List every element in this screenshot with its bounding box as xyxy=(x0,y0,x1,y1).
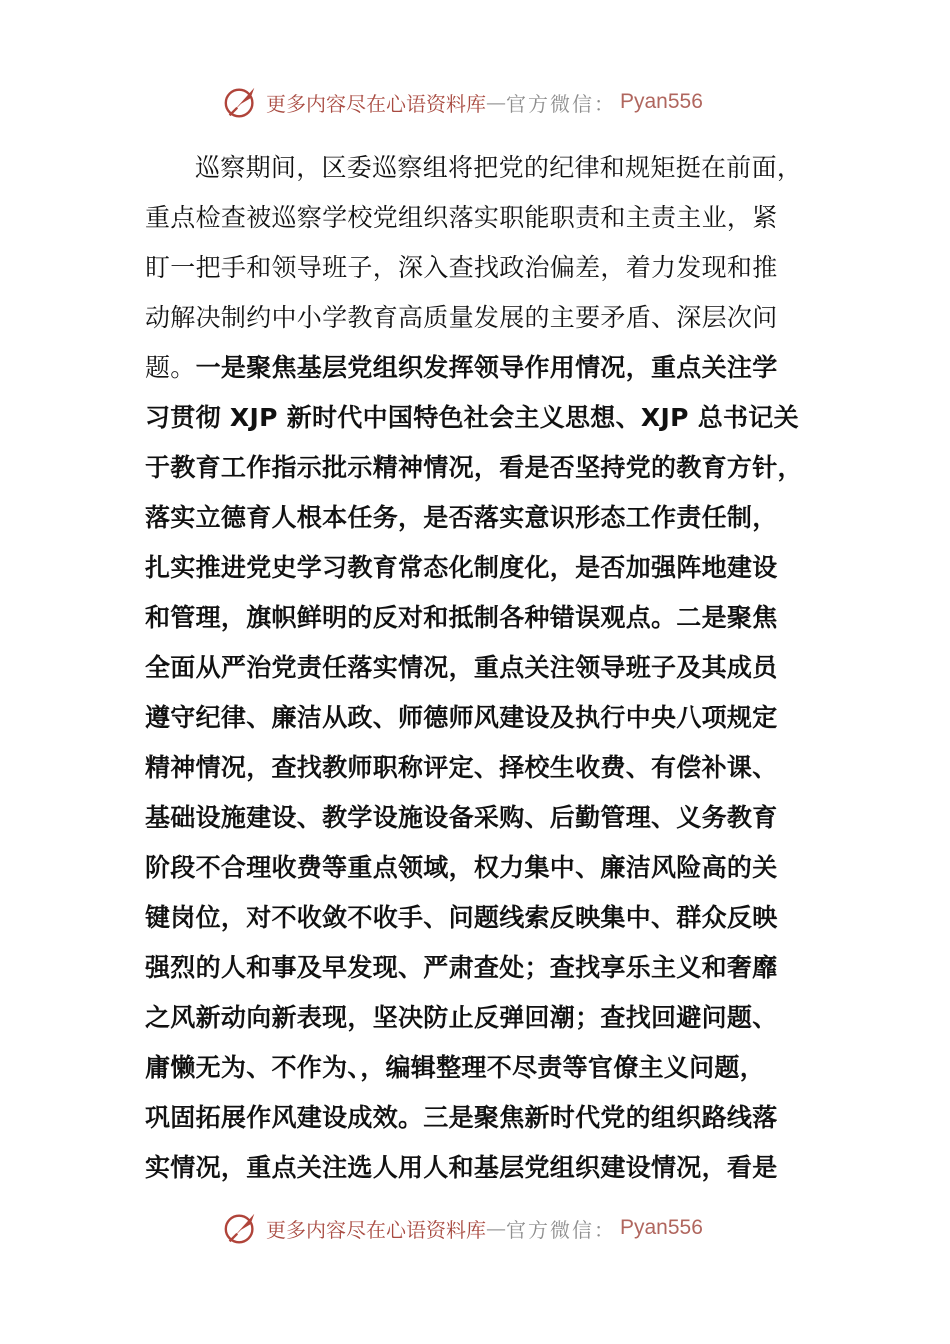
watermark-dash: — xyxy=(486,1216,506,1240)
text-line xyxy=(145,993,813,1043)
bold-text-run: 巩固拓展作风建设成效。三是聚焦新时代党的组织路线落 xyxy=(145,1103,778,1132)
bold-text-run: 于教育工作指示批示精神情况，看是否坚持党的教育方针， xyxy=(145,453,803,482)
text-line xyxy=(145,443,813,493)
text-line xyxy=(145,843,813,893)
bold-text-run: 基础设施建设、教学设施设备采购、后勤管理、义务教育 xyxy=(145,803,778,832)
text-line xyxy=(145,243,813,293)
text-run: 巡察期间，区委巡察组将把党的纪律和规矩挺在前面， xyxy=(195,153,803,182)
text-line xyxy=(145,193,813,243)
bold-text-run: 之风新动向新表现，坚决防止反弹回潮；查找回避问题、 xyxy=(145,1003,778,1032)
text-line xyxy=(145,143,813,193)
text-line xyxy=(145,743,813,793)
bold-text-run: 扎实推进党史学习教育常态化制度化，是否加强阵地建设 xyxy=(145,553,778,582)
text-line xyxy=(145,493,813,543)
bold-text-run: 键岗位，对不收敛不收手、问题线索反映集中、群众反映 xyxy=(145,903,778,932)
bold-text-run: 实情况，重点关注选人用人和基层党组织建设情况，看是 xyxy=(145,1153,778,1182)
text-run: 重点检查被巡察学校党组织落实职能职责和主责主业，紧 xyxy=(145,203,778,232)
quill-logo-icon xyxy=(222,83,260,121)
bold-text-run: 精神情况，查找教师职称评定、择校生收费、有偿补课、 xyxy=(145,753,778,782)
bold-text-run: 落实立德育人根本任务，是否落实意识形态工作责任制， xyxy=(145,503,778,532)
body-paragraph xyxy=(145,143,813,1193)
text-run: 盯一把手和领导班子，深入查找政治偏差，着力发现和推 xyxy=(145,253,778,282)
text-run: 题。 xyxy=(145,353,196,382)
bold-text-run: 习贯彻 XJP 新时代中国特色社会主义思想、XJP 总书记关 xyxy=(145,403,799,432)
watermark-site-text: 更多内容尽在心语资料库 xyxy=(266,91,486,116)
header-watermark xyxy=(222,82,742,122)
bold-text-run: 一是聚焦基层党组织发挥领导作用情况，重点关注学 xyxy=(195,353,778,382)
bold-text-run: 庸懒无为、不作为、，编辑整理不尽责等官僚主义问题， xyxy=(145,1053,766,1082)
watermark-wechat-label: 官方微信： xyxy=(506,91,616,116)
text-line xyxy=(145,943,813,993)
watermark-wechat-id: Pyan556 xyxy=(620,1216,703,1239)
text-line xyxy=(145,543,813,593)
text-line xyxy=(145,1143,813,1193)
text-line xyxy=(145,693,813,743)
text-line xyxy=(145,1043,813,1093)
text-line xyxy=(145,393,813,443)
bold-text-run: 强烈的人和事及早发现、严肃查处；查找享乐主义和奢靡 xyxy=(145,953,778,982)
watermark-wechat-label: 官方微信： xyxy=(506,1217,616,1242)
bold-text-run: 遵守纪律、廉洁从政、师德师风建设及执行中央八项规定 xyxy=(145,703,778,732)
footer-watermark xyxy=(222,1208,742,1248)
text-run: 动解决制约中小学教育高质量发展的主要矛盾、深层次问 xyxy=(145,303,778,332)
bold-text-run: 全面从严治党责任落实情况，重点关注领导班子及其成员 xyxy=(145,653,778,682)
bold-text-run: 和管理，旗帜鲜明的反对和抵制各种错误观点。二是聚焦 xyxy=(145,603,778,632)
watermark-wechat-id: Pyan556 xyxy=(620,90,703,113)
text-line xyxy=(145,643,813,693)
text-line xyxy=(145,343,813,393)
text-line xyxy=(145,893,813,943)
watermark-site-text: 更多内容尽在心语资料库 xyxy=(266,1217,486,1242)
watermark-dash: — xyxy=(486,90,506,114)
text-line xyxy=(145,1093,813,1143)
text-line xyxy=(145,293,813,343)
quill-logo-icon xyxy=(222,1209,260,1247)
bold-text-run: 阶段不合理收费等重点领域，权力集中、廉洁风险高的关 xyxy=(145,853,778,882)
text-line xyxy=(145,793,813,843)
text-line xyxy=(145,593,813,643)
